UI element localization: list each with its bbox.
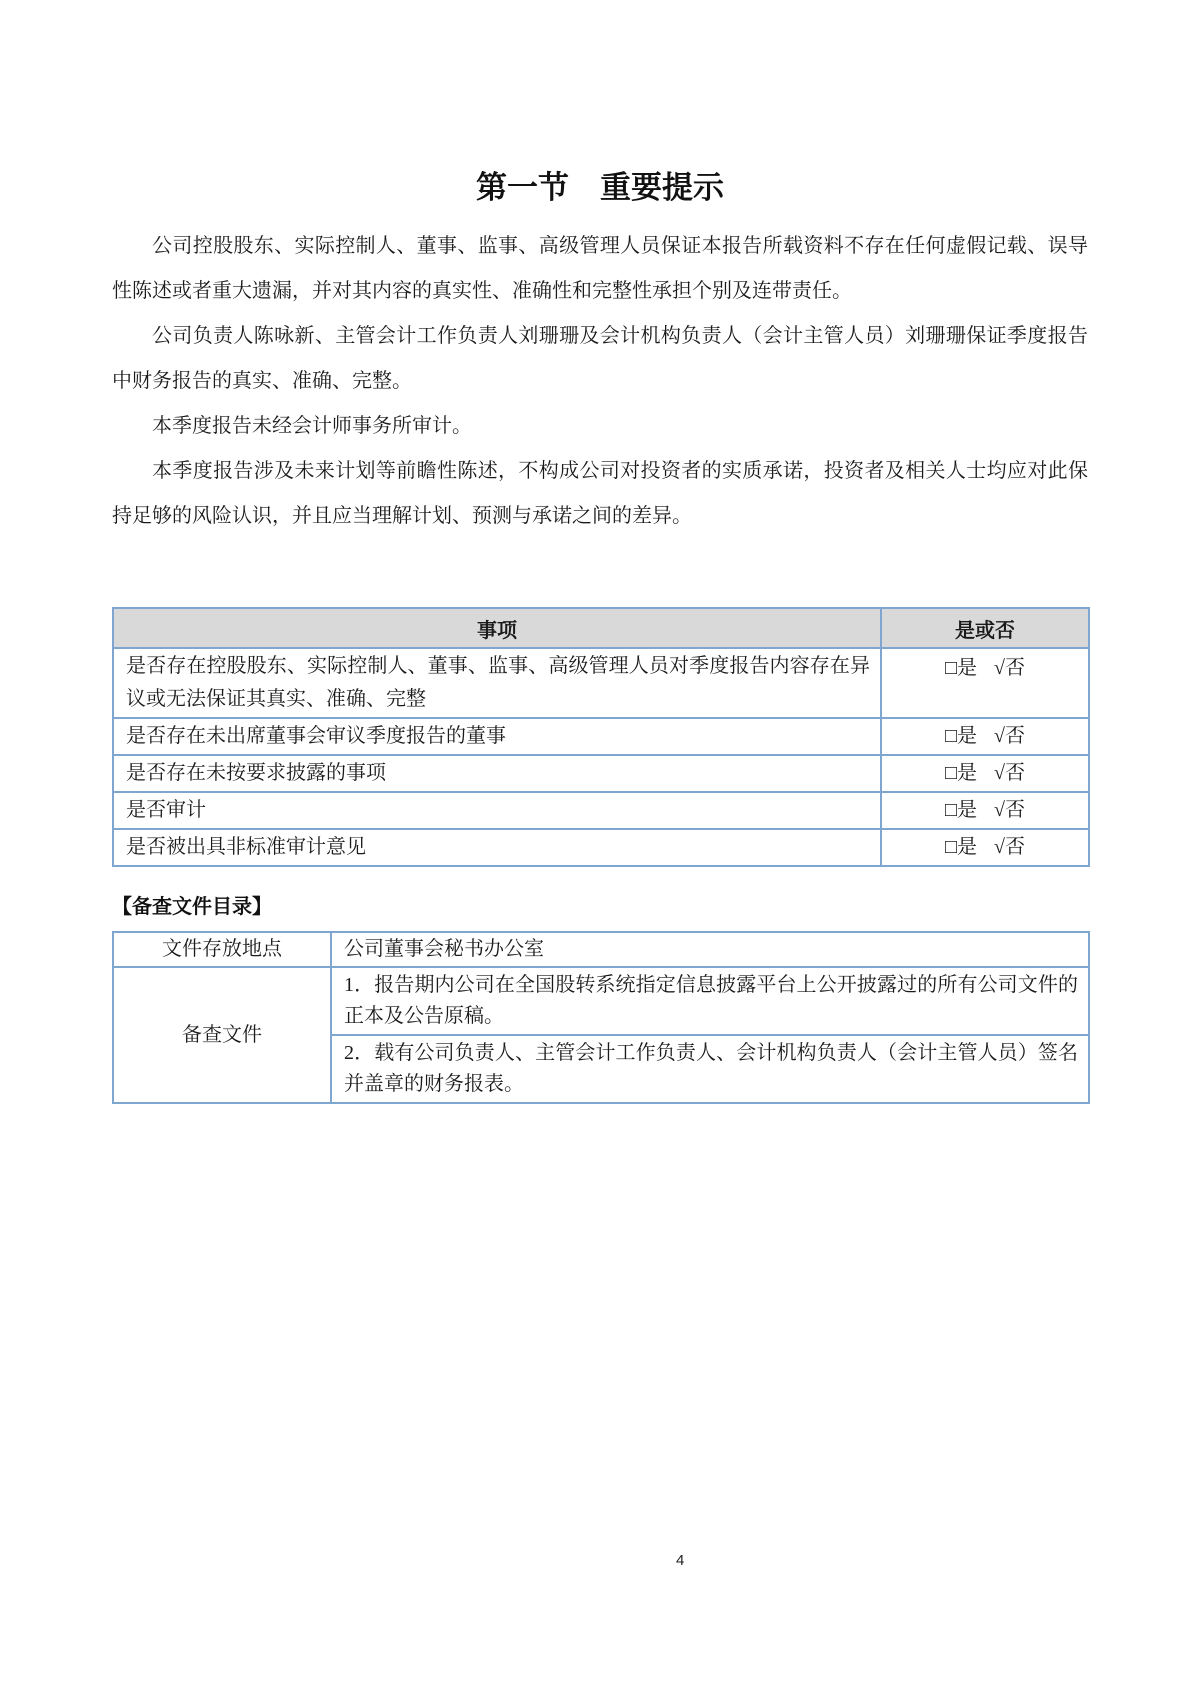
matter-answer-cell (881, 755, 1089, 792)
matters-table (112, 607, 1090, 867)
page-content (112, 0, 1088, 1104)
location-label-cell: 文件存放地点 (113, 932, 331, 967)
paragraph: 公司负责人陈咏新、主管会计工作负责人刘珊珊及会计机构负责人（会计主管人员）刘珊珊保证季度报告中财务报告的真实、准确、完整。 (112, 325, 1088, 392)
doc-item-cell: 1．报告期内公司在全国股转系统指定信息披露平台上公开披露过的所有公司文件的正本及公告原稿。 (331, 967, 1089, 1035)
reference-docs-table (112, 931, 1090, 1104)
checkmark-no: √否 (994, 799, 1026, 821)
checkmark-no: √否 (994, 762, 1026, 784)
doc-item-cell: 2．载有公司负责人、主管会计工作负责人、会计机构负责人（会计主管人员）签名并盖章的财务报表。 (331, 1035, 1089, 1103)
table-row (113, 967, 1089, 1035)
matter-item-cell: 是否审计 (113, 792, 881, 829)
matters-header-yesno: 是或否 (881, 608, 1089, 648)
matter-answer-cell (881, 792, 1089, 829)
paragraph: 公司控股股东、实际控制人、董事、监事、高级管理人员保证本报告所载资料不存在任何虚假记载、误导性陈述或者重大遗漏，并对其内容的真实性、准确性和完整性承担个别及连带责任。 (112, 235, 1088, 302)
checkbox-unchecked-yes: □是 (944, 836, 978, 858)
matter-item-cell: 是否存在未按要求披露的事项 (113, 755, 881, 792)
checkbox-unchecked-yes: □是 (944, 799, 978, 821)
paragraph: 本季度报告未经会计师事务所审计。 (152, 415, 472, 437)
matter-item-cell: 是否存在控股股东、实际控制人、董事、监事、高级管理人员对季度报告内容存在异议或无法保证其真实、准确、完整 (113, 648, 881, 718)
section-title: 第一节 重要提示 (476, 170, 724, 205)
matter-item-cell: 是否存在未出席董事会审议季度报告的董事 (113, 718, 881, 755)
intro-paragraphs (112, 224, 1088, 539)
matter-item-cell: 是否被出具非标准审计意见 (113, 829, 881, 866)
reference-docs-heading: 【备查文件目录】 (112, 896, 272, 918)
checkbox-unchecked-yes: □是 (944, 762, 978, 784)
checkmark-no: √否 (994, 836, 1026, 858)
table-row (113, 648, 1089, 718)
matter-answer-cell (881, 718, 1089, 755)
matter-answer-cell (881, 648, 1089, 718)
checkbox-unchecked-yes: □是 (944, 725, 978, 747)
checkmark-no: √否 (994, 657, 1026, 679)
docs-label-cell: 备查文件 (113, 967, 331, 1103)
table-row (113, 792, 1089, 829)
table-row (113, 932, 1089, 967)
table-row (113, 755, 1089, 792)
checkmark-no: √否 (994, 725, 1026, 747)
location-value-cell: 公司董事会秘书办公室 (331, 932, 1089, 967)
matter-answer-cell (881, 829, 1089, 866)
page-number: 4 (676, 1552, 685, 1569)
checkbox-unchecked-yes: □是 (944, 657, 978, 679)
table-row (113, 829, 1089, 866)
matters-header-item: 事项 (113, 608, 881, 648)
table-row (113, 718, 1089, 755)
paragraph: 本季度报告涉及未来计划等前瞻性陈述，不构成公司对投资者的实质承诺，投资者及相关人士均应对此保持足够的风险认识，并且应当理解计划、预测与承诺之间的差异。 (112, 460, 1088, 527)
matters-header-row (113, 608, 1089, 648)
